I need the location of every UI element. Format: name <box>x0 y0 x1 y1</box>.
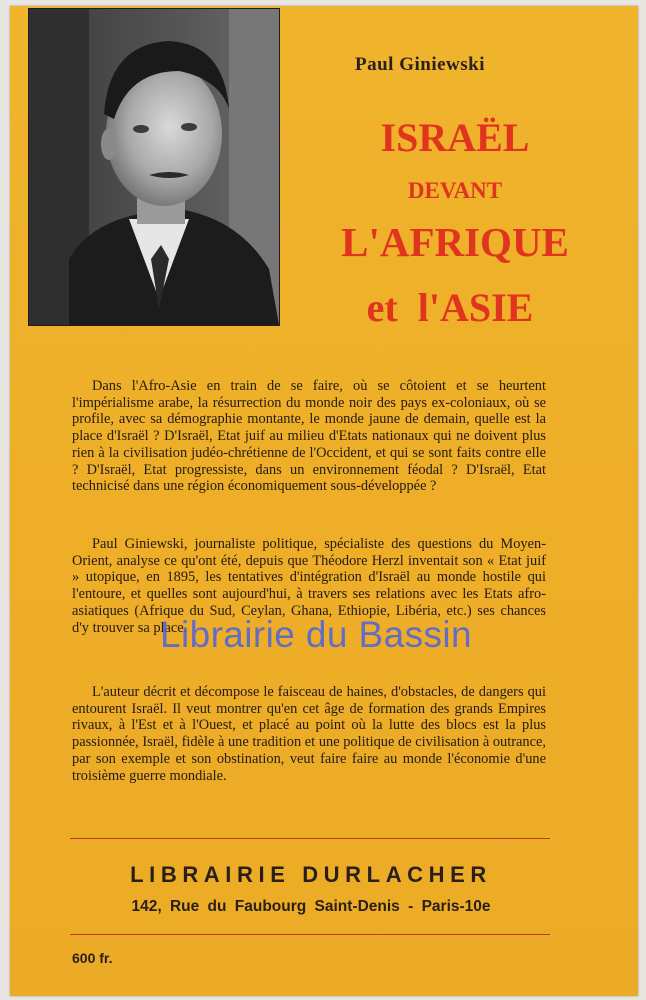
title-line-3: L'AFRIQUE <box>341 219 569 265</box>
blurb-paragraph-2: Paul Giniewski, journaliste politique, spécialiste des questions du Moyen-Orient, analyse ce qu'ont été, depuis que Théodore Herzl inventait son « Etat juif » utopique, en 1895, les tentatives d'intégration d'Israël au monde hostile qui l'entoure, et quelles sont aujourd'hui, à travers ses relations avec les Etats afro-asiatiques (Afrique du Sud, Ceylan, Ghana, Ethiopie, Libéria, etc.) ses chances d'y trouver sa place. <box>72 536 546 636</box>
watermark-text: Librairie du Bassin <box>160 614 472 655</box>
publisher-address: 142, Rue du Faubourg Saint-Denis - Paris-10e <box>131 898 491 915</box>
title-line-2: DEVANT <box>407 178 503 203</box>
divider-bottom <box>70 934 550 935</box>
author-portrait-image <box>29 9 279 325</box>
author-portrait <box>28 8 280 326</box>
publisher-name: LIBRAIRIE DURLACHER <box>130 862 492 887</box>
title-line-1: ISRAËL <box>380 115 530 160</box>
divider-top <box>70 838 550 839</box>
title-line-4: et l'ASIE <box>366 285 534 330</box>
blurb-paragraph-3: L'auteur décrit et décompose le faisceau de haines, d'obstacles, de dangers qui entourent Israël. Il veut montrer qu'en cet âge de formation des grands Empires rivaux, à l'Est et à l'Ouest, et placé au point où la lutte des blocs est la plus passionnée, Israël, fidèle à une tradition et une politique de civilisation à outrance, par son exemple et son obstination, veut faire faire au monde l'économie d'une troisième guerre mondiale. <box>72 684 546 784</box>
book-back-cover <box>10 6 638 996</box>
blurb-paragraph-1: Dans l'Afro-Asie en train de se faire, où se côtoient et se heurtent l'impérialisme arabe, la résurrection du monde noir des pays ex-coloniaux, où se profile, avec sa démographie montante, le monde jaune de demain, quelle est la place d'Israël ? D'Israël, Etat juif au milieu d'Etats nationaux qui ne doivent plus rien à la civilisation judéo-chrétienne de l'Occident, et qui se sont faits contre elle ? D'Israël, Etat progressiste, dans un environnement féodal ? D'Israël, Etat technicisé dans une région économiquement sous-développée ? <box>72 378 546 495</box>
price-label: 600 fr. <box>72 950 113 966</box>
author-name: Paul Giniewski <box>355 54 485 75</box>
